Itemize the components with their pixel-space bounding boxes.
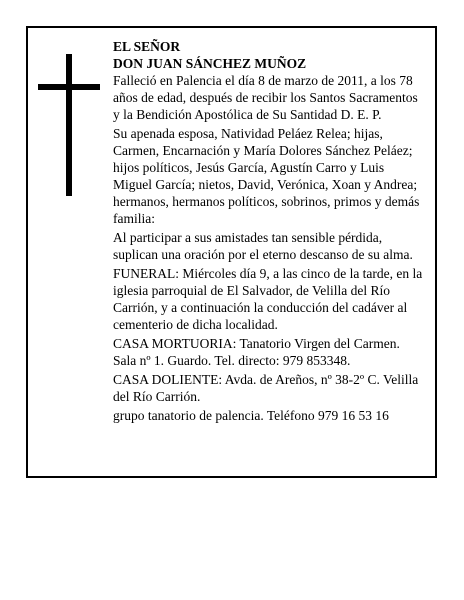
cross-vertical-bar xyxy=(66,54,72,196)
mortuary-details: CASA MORTUORIA: Tanatorio Virgen del Carmen. Sala nº 1. Guardo. Tel. directo: 979 853348. xyxy=(113,336,400,368)
deceased-name: DON JUAN SÁNCHEZ MUÑOZ xyxy=(113,56,307,71)
cross-horizontal-bar xyxy=(38,84,100,90)
latin-cross-icon xyxy=(38,54,100,196)
family-home-details: CASA DOLIENTE: Avda. de Areños, nº 38-2º C. Velilla del Río Carrión. xyxy=(113,372,419,404)
funeral-home-contact: grupo tanatorio de palencia. Teléfono 979 16 53 16 xyxy=(113,408,389,423)
title-line-1: EL SEÑOR xyxy=(113,39,181,54)
death-announcement: Falleció en Palencia el día 8 de marzo de 2011, a los 78 años de edad, después de recibir los Santos Sacramentos y la Bendición Apostólica de Su Santidad D. E. P. xyxy=(113,73,418,122)
obituary-text xyxy=(113,38,423,426)
funeral-details: FUNERAL: Miércoles día 9, a las cinco de la tarde, en la iglesia parroquial de El Salvador, de Velilla del Río Carrión, y a continuación la conducción del cadáver al cementerio de dicha localidad. xyxy=(113,266,423,332)
family-members: Su apenada esposa, Natividad Peláez Relea; hijas, Carmen, Encarnación y María Dolores Sánchez Peláez; hijos políticos, Jesús García, Agustín Carro y Luis Miguel García; nietos, David, Verónica, Xoan y Andrea; hermanos, hermanos políticos, sobrinos, primos y demás familia: xyxy=(113,126,420,226)
prayer-request: Al participar a sus amistades tan sensible pérdida, suplican una oración por el eterno descanso de su alma. xyxy=(113,230,413,262)
